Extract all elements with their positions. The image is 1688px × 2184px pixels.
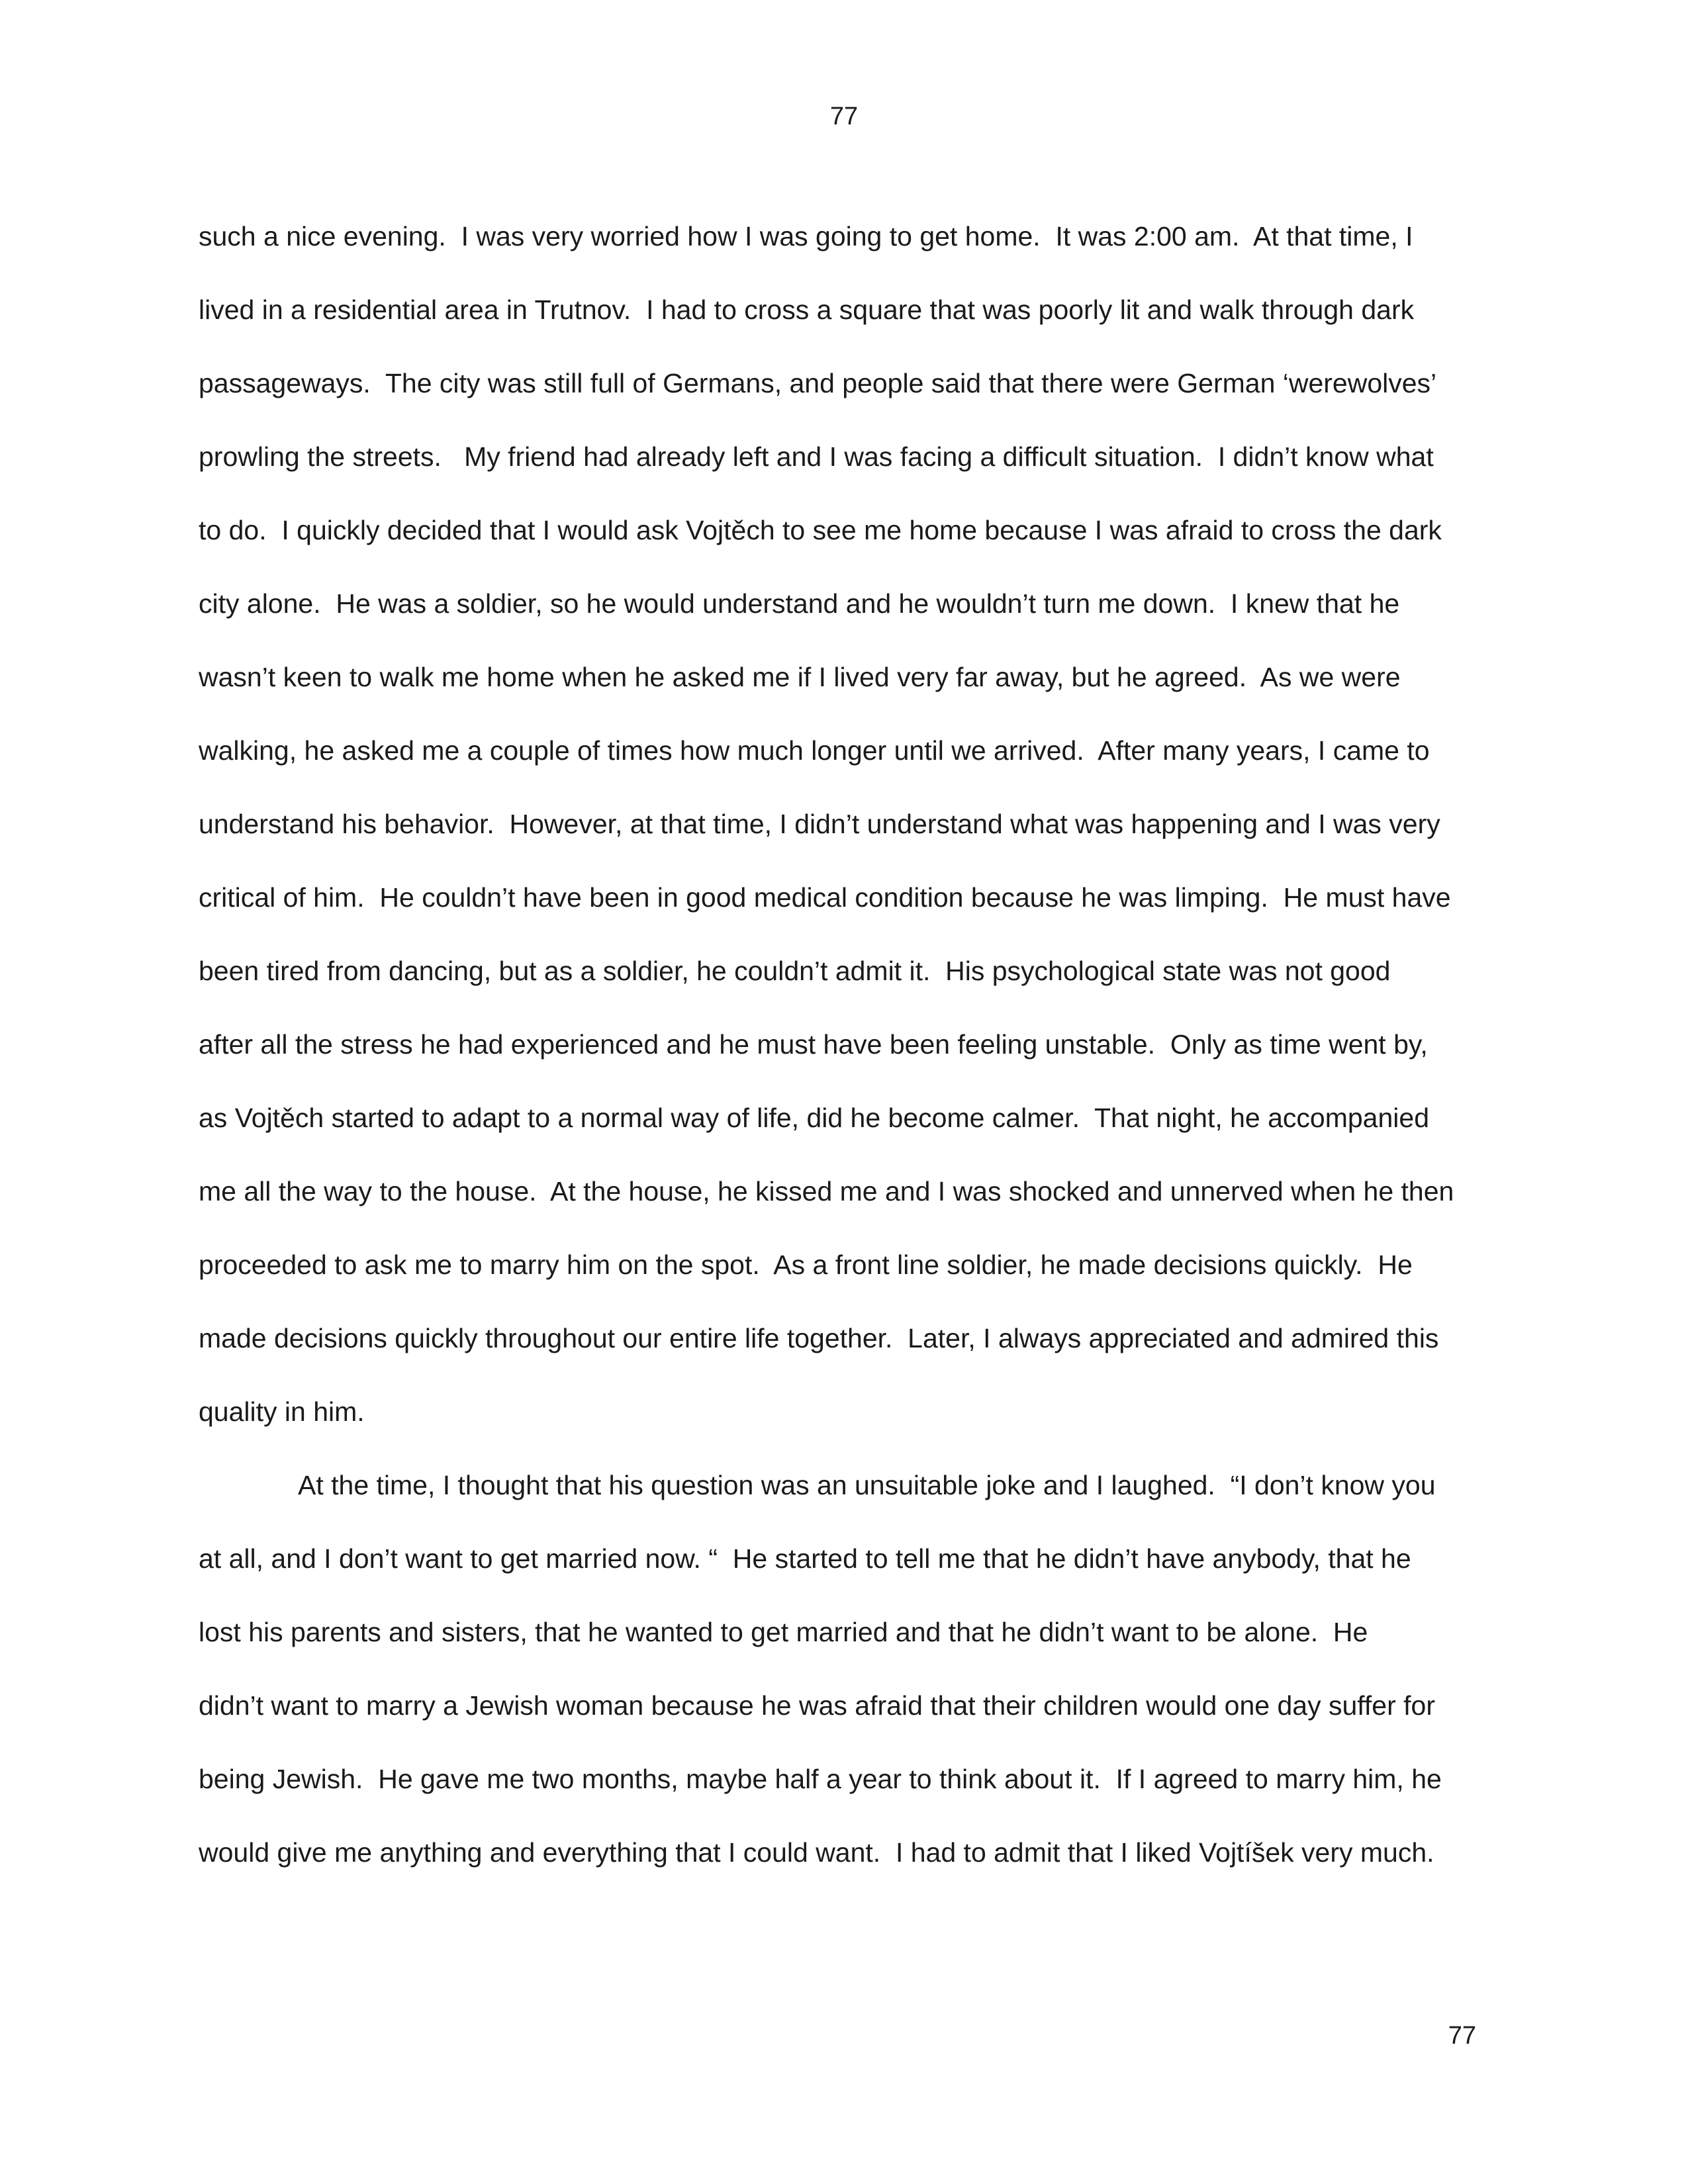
text-line: walking, he asked me a couple of times how much longer until we arrived. After many years, I came to (199, 735, 1430, 766)
text-line: quality in him. (199, 1396, 365, 1427)
body-text (199, 200, 1496, 1889)
text-line: didn’t want to marry a Jewish woman because he was afraid that their children would one day suffer for (199, 1690, 1436, 1721)
text-line: understand his behavior. However, at that time, I didn’t understand what was happening and I was very (199, 809, 1440, 839)
text-line: proceeded to ask me to marry him on the spot. As a front line soldier, he made decisions quickly. He (199, 1250, 1413, 1280)
text-line: lived in a residential area in Trutnov. I had to cross a square that was poorly lit and walk through dark (199, 295, 1415, 325)
text-line: prowling the streets. My friend had already left and I was facing a difficult situation. I didn’t know what (199, 441, 1434, 472)
text-line: been tired from dancing, but as a soldier, he couldn’t admit it. His psychological state was not good (199, 956, 1391, 986)
page-number-header: 77 (829, 103, 859, 130)
text-line: would give me anything and everything that I could want. I had to admit that I liked Vojtíšek very much. (199, 1837, 1434, 1868)
text-line: me all the way to the house. At the house, he kissed me and I was shocked and unnerved when he then (199, 1176, 1454, 1206)
text-line: to do. I quickly decided that I would ask Vojtěch to see me home because I was afraid to cross the dark (199, 515, 1442, 545)
text-line: made decisions quickly throughout our entire life together. Later, I always appreciated and admired this (199, 1323, 1439, 1353)
text-line: lost his parents and sisters, that he wanted to get married and that he didn’t want to be alone. He (199, 1617, 1368, 1647)
paragraph-1 (199, 200, 1496, 1449)
text-line: after all the stress he had experienced and he must have been feeling unstable. Only as time went by, (199, 1029, 1428, 1060)
text-line: being Jewish. He gave me two months, maybe half a year to think about it. If I agreed to marry him, he (199, 1764, 1442, 1794)
text-line: such a nice evening. I was very worried how I was going to get home. It was 2:00 am. At that time, I (199, 221, 1413, 251)
text-line: At the time, I thought that his question was an unsuitable joke and I laughed. “I don’t know you (298, 1470, 1436, 1500)
text-line: at all, and I don’t want to get married now. “ He started to tell me that he didn’t have anybody, that he (199, 1543, 1411, 1574)
text-line: passageways. The city was still full of Germans, and people said that there were German ‘werewolves’ (199, 368, 1437, 398)
paragraph-2 (199, 1449, 1496, 1889)
text-line: city alone. He was a soldier, so he would understand and he wouldn’t turn me down. I knew that he (199, 588, 1400, 619)
text-line: wasn’t keen to walk me home when he asked me if I lived very far away, but he agreed. As we were (199, 662, 1401, 692)
text-line: as Vojtěch started to adapt to a normal way of life, did he become calmer. That night, he accompanied (199, 1103, 1429, 1133)
text-line: critical of him. He couldn’t have been in good medical condition because he was limping. He must have (199, 882, 1451, 913)
page-number-footer: 77 (1448, 2022, 1476, 2050)
